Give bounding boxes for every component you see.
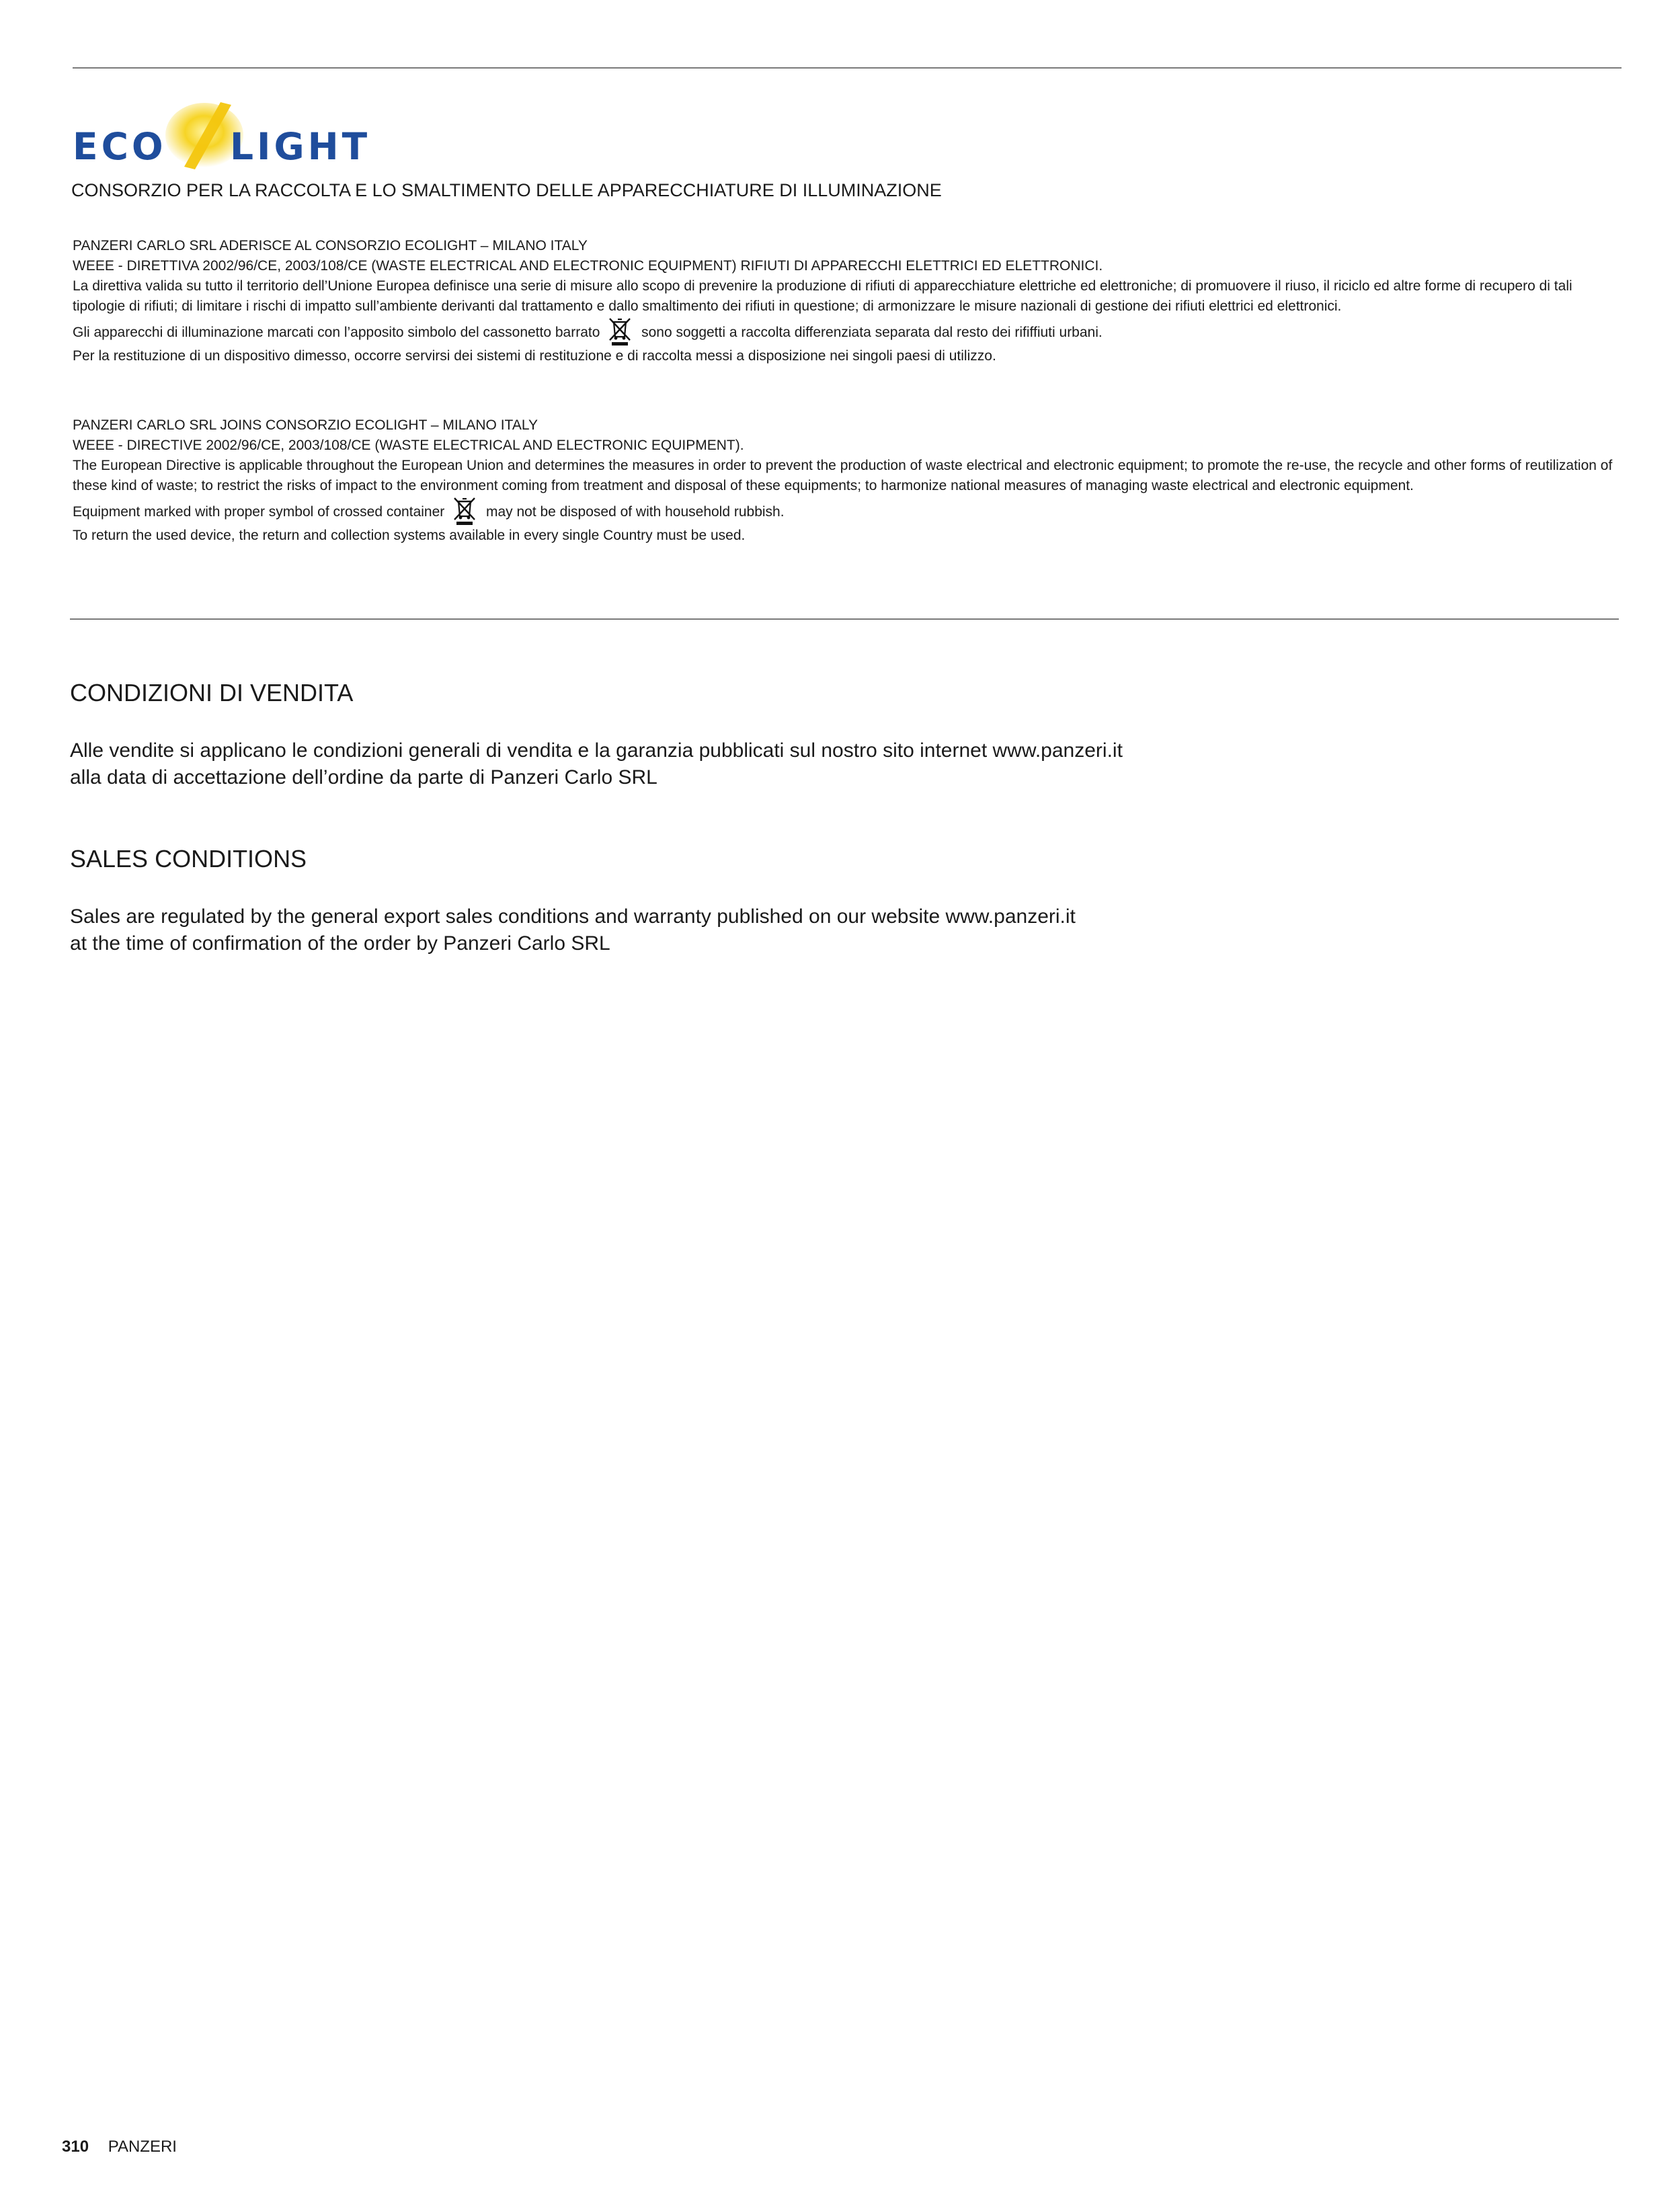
sales-conditions-heading-english: SALES CONDITIONS: [70, 845, 307, 873]
section-divider: [70, 618, 1619, 620]
logo-light-text: LIGHT: [230, 125, 371, 168]
consortium-tagline: CONSORZIO PER LA RACCOLTA E LO SMALTIMENTO DELLE APPARECCHIATURE DI ILLUMINAZIONE: [71, 180, 942, 200]
logo-eco-text: ECO: [73, 125, 167, 168]
notice-title: PANZERI CARLO SRL ADERISCE AL CONSORZIO ECOLIGHT – MILANO ITALY: [73, 238, 588, 253]
notice-return: Per la restituzione di un dispositivo dimesso, occorre servirsi dei sistemi di restituzione e di raccolta messi a disposizione nei singoli paesi di utilizzo.: [73, 348, 996, 364]
page-number: 310: [62, 2138, 89, 2156]
crossed-bin-icon: [452, 496, 477, 526]
symbol-line-before: Equipment marked with proper symbol of crossed container: [73, 504, 445, 520]
weee-notice-italian: [73, 236, 1619, 366]
page-footer: [62, 2138, 177, 2156]
sales-conditions-text-english: [70, 903, 1076, 957]
weee-notice-english: [73, 415, 1619, 546]
notice-directive: WEEE - DIRECTIVE 2002/96/CE, 2003/108/CE (WASTE ELECTRICAL AND ELECTRONIC EQUIPMENT).: [73, 438, 744, 453]
conditions-line: Alle vendite si applicano le condizioni generali di vendita e la garanzia pubblicati sul nostro sito internet www.panzeri.it: [70, 739, 1123, 762]
conditions-line: Sales are regulated by the general export sales conditions and warranty published on our website www.panzeri.it: [70, 905, 1076, 928]
conditions-line: alla data di accettazione dell’ordine da parte di Panzeri Carlo SRL: [70, 766, 657, 788]
notice-return: To return the used device, the return and collection systems available in every single Country must be used.: [73, 528, 746, 543]
ecolight-logo: [70, 94, 386, 175]
notice-directive: WEEE - DIRETTIVA 2002/96/CE, 2003/108/CE (WASTE ELECTRICAL AND ELECTRONIC EQUIPMENT) RIFIUTI DI APPARECCHI ELETTRICI ED ELETTRONICI.: [73, 258, 1103, 274]
sales-conditions-text-italian: [70, 737, 1123, 791]
top-divider: [73, 67, 1622, 69]
sales-conditions-heading-italian: CONDIZIONI DI VENDITA: [70, 679, 354, 706]
footer-brand: PANZERI: [108, 2138, 177, 2156]
crossed-bin-icon: [608, 317, 632, 346]
notice-symbol-line: [73, 496, 1619, 526]
conditions-line: at the time of confirmation of the order by Panzeri Carlo SRL: [70, 932, 610, 955]
symbol-line-after: may not be disposed of with household rubbish.: [485, 504, 785, 520]
symbol-line-before: Gli apparecchi di illuminazione marcati con l’apposito simbolo del cassonetto barrato: [73, 325, 600, 340]
notice-title: PANZERI CARLO SRL JOINS CONSORZIO ECOLIGHT – MILANO ITALY: [73, 417, 538, 433]
notice-description: La direttiva valida su tutto il territorio dell’Unione Europea definisce una serie di misure allo scopo di prevenire la produzione di rifiuti di apparecchiature elettriche ed elettroniche; di promuovere il riuso, il riciclo ed altre forme di recupero di tali tipologie di rifiuti; di limitare i rischi di impatto sull’ambiente derivanti dal trattamento e dallo smaltimento dei rifiuti in questione; di armonizzare le misure nazionali di gestione dei rifiuti elettrici ed elettronici.: [73, 278, 1572, 314]
notice-description: The European Directive is applicable throughout the European Union and determines the measures in order to prevent the production of waste electrical and electronic equipment; to promote the re-use, the recycle and other forms of reutilization of these kind of waste; to restrict the risks of impact to the environment coming from treatment and disposal of these equipments; to harmonize national measures of managing waste electrical and electronic equipment.: [73, 458, 1613, 493]
notice-symbol-line: [73, 317, 1619, 346]
symbol-line-after: sono soggetti a raccolta differenziata separata dal resto dei rififfiuti urbani.: [641, 325, 1103, 340]
